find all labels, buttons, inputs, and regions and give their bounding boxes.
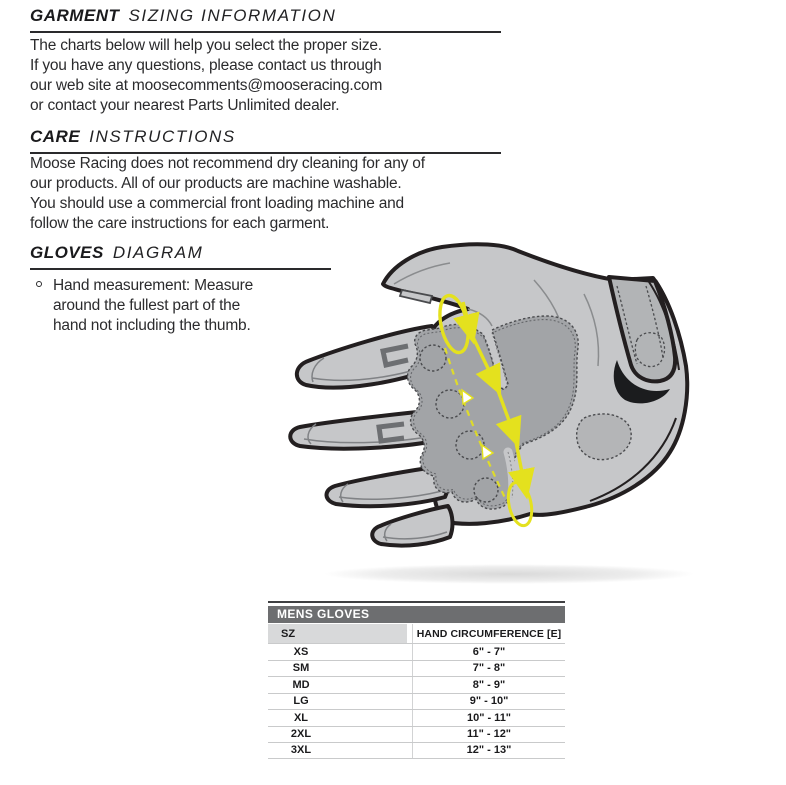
paragraph-care-instructions: [30, 154, 510, 234]
size-cell: 3XL: [290, 744, 312, 757]
range-cell: 6" - 7": [412, 644, 565, 660]
heading-garment-bold: GARMENT: [30, 6, 120, 25]
heading-garment-sizing: [30, 6, 501, 33]
heading-care-bold: CARE: [30, 127, 81, 146]
size-cell: SM: [292, 662, 310, 675]
gloves-diagram-illustration: [284, 238, 786, 594]
chart-top-rule: [268, 601, 565, 603]
size-cell: 2XL: [290, 728, 312, 741]
table-row: [268, 709, 565, 726]
paragraph-line: follow the care instructions for each garment.: [30, 215, 330, 232]
range-cell: 10" - 11": [412, 710, 565, 726]
paragraph-line: Hand measurement: Measure: [53, 277, 254, 294]
range-cell: 7" - 8": [412, 661, 565, 677]
size-cell: XS: [293, 645, 309, 658]
paragraph-garment-sizing: [30, 36, 510, 116]
size-cell: XL: [293, 711, 309, 724]
size-cell: LG: [293, 695, 309, 708]
paragraph-line: around the fullest part of the: [53, 297, 241, 314]
heading-care-instructions: [30, 127, 501, 154]
paragraph-line: The charts below will help you select the proper size.: [30, 37, 382, 54]
table-row: [268, 643, 565, 660]
heading-gloves-rest: DIAGRAM: [112, 243, 204, 262]
table-row: [268, 726, 565, 743]
paragraph-line: our web site at moosecomments@mooseracing.com: [30, 77, 383, 94]
table-row: [268, 676, 565, 693]
size-cell: MD: [292, 678, 310, 691]
range-cell: 11" - 12": [412, 727, 565, 743]
heading-garment-rest: SIZING INFORMATION: [128, 6, 337, 25]
chart-header-row: [268, 624, 565, 643]
range-cell: 12" - 13": [412, 743, 565, 758]
glove-illustration-svg: [284, 238, 786, 594]
range-cell: 8" - 9": [412, 677, 565, 693]
table-row: [268, 660, 565, 677]
mens-gloves-size-chart: [268, 601, 565, 759]
glove-shadow: [324, 564, 694, 584]
range-cell: 9" - 10": [412, 694, 565, 710]
paragraph-line: Moose Racing does not recommend dry cleaning for any of: [30, 155, 425, 172]
chart-title: MENS GLOVES: [268, 606, 565, 623]
column-header-circumference: HAND CIRCUMFERENCE [E]: [412, 624, 565, 643]
bullet-icon: [36, 281, 42, 287]
hand-measurement-text: [53, 276, 253, 336]
paragraph-line: or contact your nearest Parts Unlimited dealer.: [30, 97, 340, 114]
paragraph-line: our products. All of our products are machine washable.: [30, 175, 402, 192]
heading-care-rest: INSTRUCTIONS: [89, 127, 236, 146]
paragraph-line: hand not including the thumb.: [53, 317, 251, 334]
heading-gloves-bold: GLOVES: [30, 243, 104, 262]
column-header-size: SZ: [268, 624, 407, 643]
paragraph-line: If you have any questions, please contact us through: [30, 57, 382, 74]
pinky-finger: [372, 506, 452, 546]
table-row: [268, 693, 565, 710]
paragraph-line: You should use a commercial front loading machine and: [30, 195, 404, 212]
table-row: [268, 742, 565, 759]
